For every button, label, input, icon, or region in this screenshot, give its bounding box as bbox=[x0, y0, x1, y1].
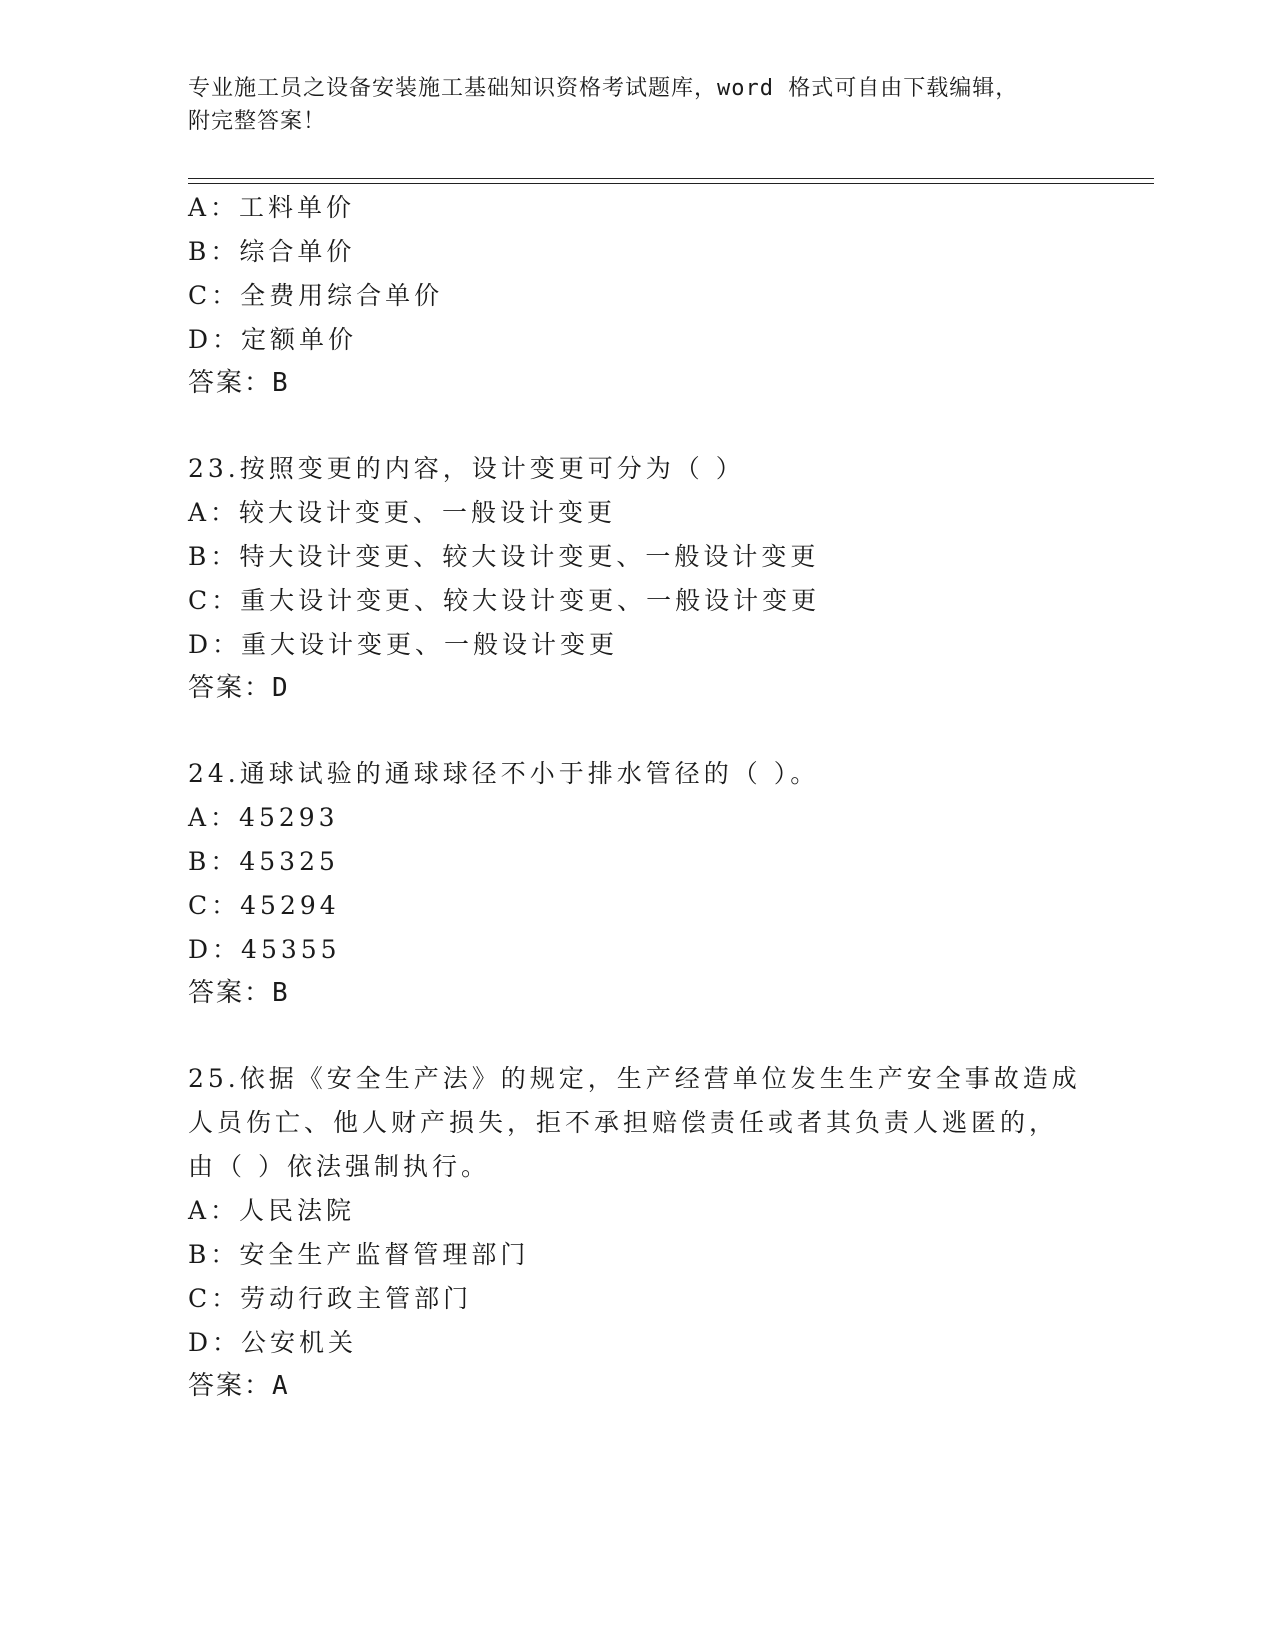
q24-option-b: B：45325 bbox=[188, 847, 339, 876]
answer-value: B bbox=[272, 978, 290, 1008]
q24-option-a: A：45293 bbox=[188, 803, 339, 832]
header-line-1: 专业施工员之设备安装施工基础知识资格考试题库，word 格式可自由下载编辑， bbox=[188, 76, 1019, 101]
answer-label: 答案： bbox=[188, 368, 273, 398]
header-line-2: 附完整答案！ bbox=[188, 109, 327, 134]
q24-question: 24.通球试验的通球球径不小于排水管径的（ ）。 bbox=[188, 759, 820, 788]
q23-answer bbox=[188, 667, 290, 704]
q23-question: 23.按照变更的内容，设计变更可分为（ ） bbox=[188, 454, 745, 483]
q24-option-d: D：45355 bbox=[188, 935, 341, 964]
q23-option-a: A：较大设计变更、一般设计变更 bbox=[188, 498, 617, 527]
q25-option-a: A：人民法院 bbox=[188, 1196, 356, 1225]
q23-option-d: D：重大设计变更、一般设计变更 bbox=[188, 630, 619, 659]
answer-value: B bbox=[272, 368, 290, 398]
q23-option-c: C：重大设计变更、较大设计变更、一般设计变更 bbox=[188, 586, 821, 615]
q25-option-d: D：公安机关 bbox=[188, 1328, 358, 1357]
q25-question-line-2: 人员伤亡、他人财产损失，拒不承担赔偿责任或者其负责人逃匿的， bbox=[188, 1108, 1059, 1137]
q22-option-d: D：定额单价 bbox=[188, 325, 358, 354]
q24-answer bbox=[188, 972, 290, 1009]
answer-label: 答案： bbox=[188, 978, 273, 1008]
q25-question-line-3: 由（ ）依法强制执行。 bbox=[188, 1152, 490, 1181]
q22-option-a: A：工料单价 bbox=[188, 193, 356, 222]
answer-label: 答案： bbox=[188, 1371, 273, 1401]
q23-option-b: B：特大设计变更、较大设计变更、一般设计变更 bbox=[188, 542, 820, 571]
header-divider-top bbox=[188, 178, 1154, 179]
q25-option-c: C：劳动行政主管部门 bbox=[188, 1284, 473, 1313]
q22-option-c: C：全费用综合单价 bbox=[188, 281, 444, 310]
q22-option-b: B：综合单价 bbox=[188, 237, 356, 266]
answer-label: 答案： bbox=[188, 673, 273, 703]
header-divider-bottom bbox=[188, 183, 1154, 184]
q25-answer bbox=[188, 1365, 290, 1402]
q25-question-line-1: 25.依据《安全生产法》的规定，生产经营单位发生生产安全事故造成 bbox=[188, 1064, 1081, 1093]
document-header bbox=[188, 72, 1068, 138]
q24-option-c: C：45294 bbox=[188, 891, 340, 920]
answer-value: D bbox=[272, 673, 290, 703]
answer-value: A bbox=[272, 1371, 290, 1401]
q22-answer bbox=[188, 362, 290, 399]
q25-option-b: B：安全生产监督管理部门 bbox=[188, 1240, 530, 1269]
